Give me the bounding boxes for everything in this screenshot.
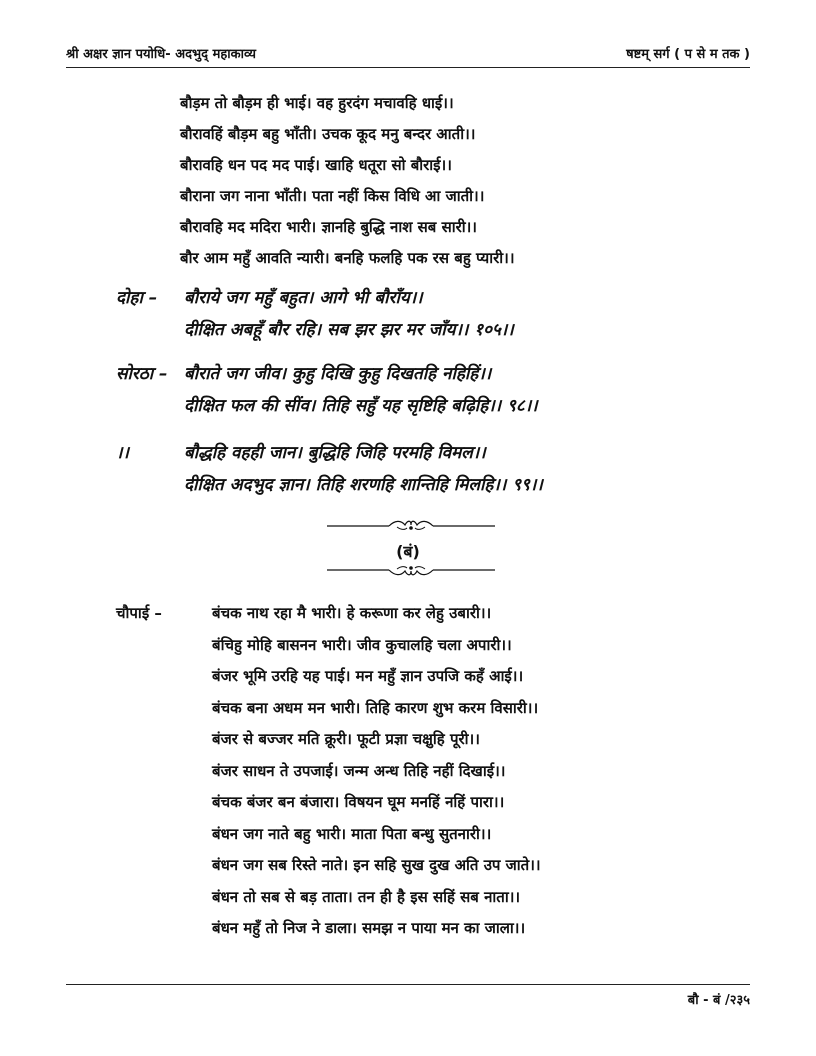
ornament-divider-bottom [327, 564, 495, 578]
header-rule [66, 67, 750, 68]
page-header [66, 44, 750, 66]
sortha2-label: ।। [116, 443, 129, 463]
doha-line: दीक्षित अबहूँ बौर रहि। सब झर झर मर जाँय।। १०५।। [184, 320, 514, 340]
verse-line: बौराना जग नाना भाँती। पता नहीं किस विधि आ जाती।। [180, 187, 485, 205]
sortha-block [116, 358, 538, 422]
chaupai-line: बंचिहु मोहि बासनन भारी। जीव कुचालहि चला अपारी।। [212, 635, 512, 654]
sortha2-line: बौद्धहि वहही जान। बुद्धिहि जिहि परमहि विमल।। [184, 443, 486, 463]
verse-line: बौरावहि धन पद मद पाई। खाहि धतूरा सो बौराई।। [180, 156, 452, 174]
chapter-title: षष्टम् सर्ग ( प से म तक ) [626, 47, 750, 62]
sortha-line: बौराते जग जीव। कुहु दिखि कुहु दिखतहि नहिहिं।। [184, 364, 492, 384]
chaupai-line: बंजर साधन ते उपजाई। जन्म अन्ध तिहि नहीं दिखाई।। [212, 761, 506, 780]
footer-rule [66, 984, 750, 985]
verse-line: बौरावहिं बौड़म बहु भाँती। उचक कूद मनु बन्दर आती।। [180, 125, 476, 143]
chaupai-line: बंजर से बज्जर मति क्रूरी। फूटी प्रज्ञा चक्षुहि पूरी।। [212, 730, 480, 748]
verse-block [180, 88, 515, 274]
verse-line: बौड़म तो बौड़म ही भाई। वह हुरदंग मचावहि धाई।। [180, 94, 454, 112]
sortha2-line: दीक्षित अदभुद ज्ञान। तिहि शरणहि शान्तिहि मिलहि।। ९९।। [184, 475, 543, 495]
doha-line: बौराये जग महुँ बहुत। आगे भी बौराँय।। [184, 288, 423, 308]
chaupai-block [212, 598, 541, 945]
verse-line: बौर आम महुँ आवति न्यारी। बनहि फलहि पक रस बहु प्यारी।। [180, 249, 515, 267]
sortha-label: सोरठा – [116, 364, 168, 384]
book-title: श्री अक्षर ज्ञान पयोधि- अदभुद् महाकाव्य [66, 47, 256, 62]
doha-block [116, 282, 514, 346]
sortha-line: दीक्षित फल की सींव। तिहि सहुँ यह सृष्टिहि बढ़िहि।। ९८।। [184, 396, 538, 416]
chaupai-label: चौपाई – [116, 604, 162, 622]
doha-label: दोहा – [116, 288, 158, 308]
chaupai-line: बंधन जग सब रिस्ते नाते। इन सहि सुख दुख अति उप जाते।। [212, 856, 541, 874]
chaupai-line: बंचक नाथ रहा मै भारी। हे करूणा कर लेहु उबारी।। [212, 604, 492, 622]
chaupai-line: बंचक बना अधम मन भारी। तिहि कारण शुभ करम विसारी।। [212, 698, 539, 717]
chaupai-line: बंजर भूमि उरहि यह पाई। मन महुँ ज्ञान उपजि कहँ आई।। [212, 667, 524, 685]
ornament-divider-top [327, 518, 495, 532]
verse-line: बौरावहि मद मदिरा भारी। ज्ञानहि बुद्धि नाश सब सारी।। [180, 218, 477, 236]
sortha2-block [116, 437, 543, 501]
chaupai-line: बंधन महुँ तो निज ने डाला। समझ न पाया मन का जाला।। [212, 919, 526, 937]
page-number: बौ - बं /२३५ [687, 993, 750, 1008]
chaupai-line: बंधन जग नाते बहु भारी। माता पिता बन्धु सुतनारी।। [212, 824, 492, 843]
chaupai-line: बंधन तो सब से बड़ ताता। तन ही है इस सहिं सब नाता।। [212, 887, 521, 906]
section-title: (बं) [396, 542, 420, 561]
chaupai-line: बंचक बंजर बन बंजारा। विषयन घूम मनहिं नहिं पारा।। [212, 793, 505, 811]
